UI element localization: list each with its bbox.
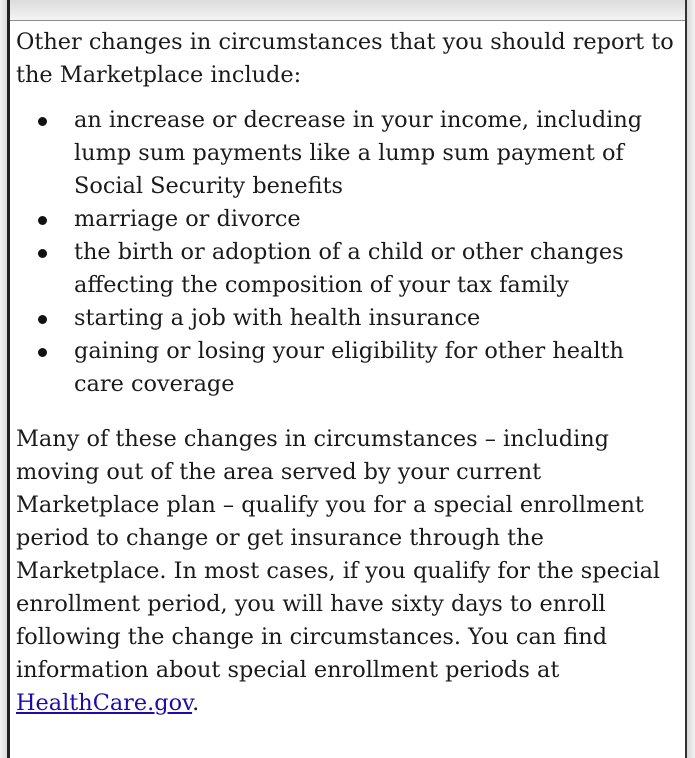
list-item-text: gaining or losing your eligibility for other health care coverage [74, 338, 624, 397]
list-item [16, 104, 676, 203]
closing-text: Many of these changes in circumstances – including moving out of the area served by your current Marketplace plan – qualify you for a special enrollment period to change or get insurance through the Marketplace. In most cases, if you qualify for the special enrollment period, you will have sixty days to enroll following the change in circumstances. You can find information about special enrollment periods at [16, 426, 661, 683]
list-item [16, 203, 676, 236]
left-frame-edge [0, 0, 7, 758]
intro-paragraph: Other changes in circumstances that you should report to the Marketplace include: [16, 29, 674, 88]
left-frame-line [7, 0, 10, 758]
list-item-text: marriage or divorce [74, 206, 301, 232]
healthcare-gov-link[interactable]: HealthCare.gov [16, 690, 193, 716]
list-item [16, 236, 676, 302]
list-item-text: an increase or decrease in your income, including lump sum payments like a lump sum payment of Social Security benefits [74, 107, 643, 199]
closing-paragraph [16, 423, 676, 720]
closing-suffix: . [192, 690, 200, 716]
bullet-icon [38, 216, 47, 225]
list-item [16, 335, 676, 401]
bullet-icon [38, 249, 47, 258]
top-scroll-edge [10, 0, 685, 21]
list-item-text: the birth or adoption of a child or other changes affecting the composition of your tax family [74, 239, 624, 298]
list-item-text: starting a job with health insurance [74, 305, 481, 331]
document-content [16, 26, 676, 720]
right-frame-edge [687, 0, 695, 758]
list-item [16, 302, 676, 335]
bullet-icon [38, 348, 47, 357]
bullet-icon [38, 117, 47, 126]
changes-list [16, 104, 676, 401]
right-frame-line [685, 0, 687, 758]
bullet-icon [38, 315, 47, 324]
